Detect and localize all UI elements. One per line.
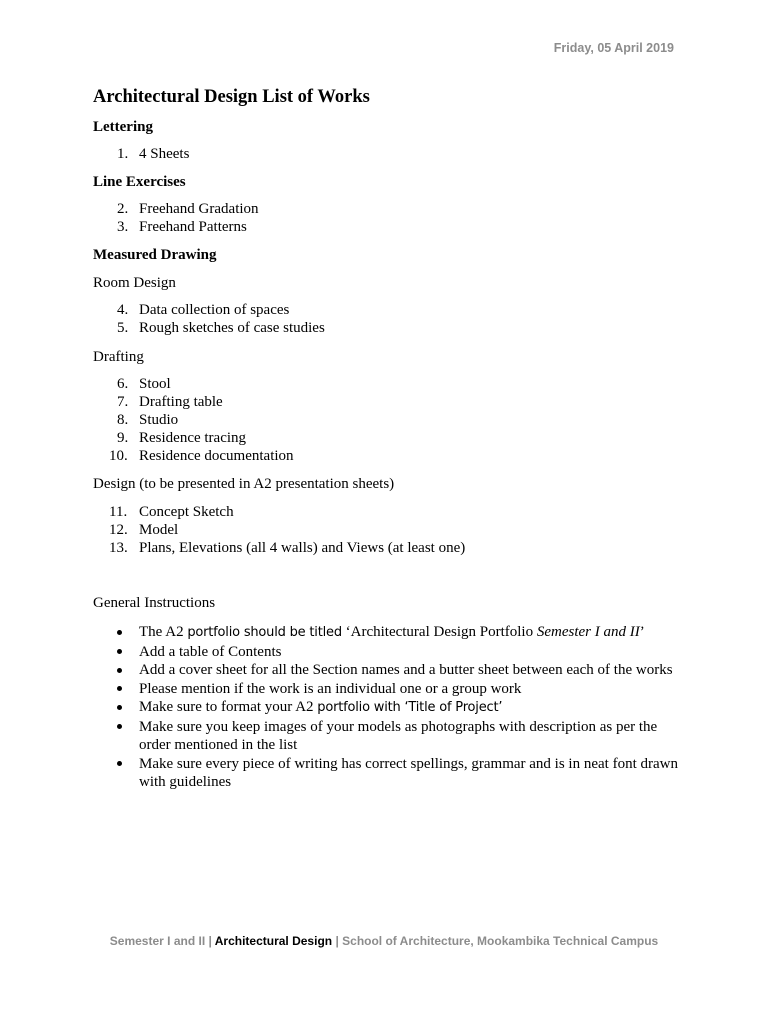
list-item: 2. Freehand Gradation xyxy=(117,201,259,217)
list-lettering xyxy=(93,145,683,163)
list-item: 12. Model xyxy=(109,522,179,538)
list-item: 9. Residence tracing xyxy=(117,430,247,446)
list-item: Make sure to format your A2 portfolio with ‘Title of Project’ xyxy=(93,698,683,718)
bullet-icon xyxy=(93,661,139,680)
list-drafting xyxy=(93,375,683,465)
footer-institution: | School of Architecture, Mookambika Technical Campus xyxy=(332,934,659,948)
heading-measured-drawing: Measured Drawing xyxy=(93,247,217,263)
list-design xyxy=(93,503,683,557)
bullet-icon xyxy=(93,623,139,643)
label-drafting: Drafting xyxy=(93,349,144,365)
label-room-design: Room Design xyxy=(93,275,176,291)
page-date: Friday, 05 April 2019 xyxy=(553,41,674,55)
bullet-icon xyxy=(93,643,139,662)
list-item: 10. Residence documentation xyxy=(109,448,294,464)
label-design: Design (to be presented in A2 presentation sheets) xyxy=(93,476,395,492)
list-item: 3. Freehand Patterns xyxy=(117,219,247,235)
document-body xyxy=(93,86,683,792)
list-item: Add a cover sheet for all the Section names and a butter sheet between each of the works xyxy=(93,661,683,680)
bullet-icon xyxy=(93,718,139,755)
heading-general-instructions: General Instructions xyxy=(93,595,216,611)
bullet-icon xyxy=(93,755,139,792)
document-title: Architectural Design List of Works xyxy=(93,87,370,107)
list-item: 11. Concept Sketch xyxy=(109,504,234,520)
list-item: 4. Data collection of spaces xyxy=(117,302,290,318)
list-item: Add a table of Contents xyxy=(93,643,683,662)
heading-lettering: Lettering xyxy=(93,119,153,135)
heading-line-exercises: Line Exercises xyxy=(93,174,186,190)
list-room-design xyxy=(93,301,683,337)
list-item: 8. Studio xyxy=(117,412,179,428)
bullet-icon xyxy=(93,680,139,699)
list-item: The A2 portfolio should be titled ‘Architectural Design Portfolio Semester I and II’ xyxy=(93,623,683,643)
list-item: 1. 4 Sheets xyxy=(117,146,190,162)
footer-subject: Architectural Design xyxy=(214,934,333,948)
list-item: 6. Stool xyxy=(117,376,171,392)
list-line-exercises xyxy=(93,200,683,236)
list-item: 5. Rough sketches of case studies xyxy=(117,320,325,336)
page-footer xyxy=(100,934,668,949)
list-item: Please mention if the work is an individual one or a group work xyxy=(93,680,683,699)
list-item: Make sure you keep images of your models as photographs with description as per the order mentioned in the list xyxy=(93,718,683,755)
list-item: Make sure every piece of writing has correct spellings, grammar and is in neat font drawn with guidelines xyxy=(93,755,683,792)
list-item: 13. Plans, Elevations (all 4 walls) and Views (at least one) xyxy=(109,540,466,556)
list-item: 7. Drafting table xyxy=(117,394,223,410)
list-general-instructions xyxy=(93,623,683,792)
bullet-icon xyxy=(93,698,139,718)
footer-semester: Semester I and II | xyxy=(109,934,215,948)
